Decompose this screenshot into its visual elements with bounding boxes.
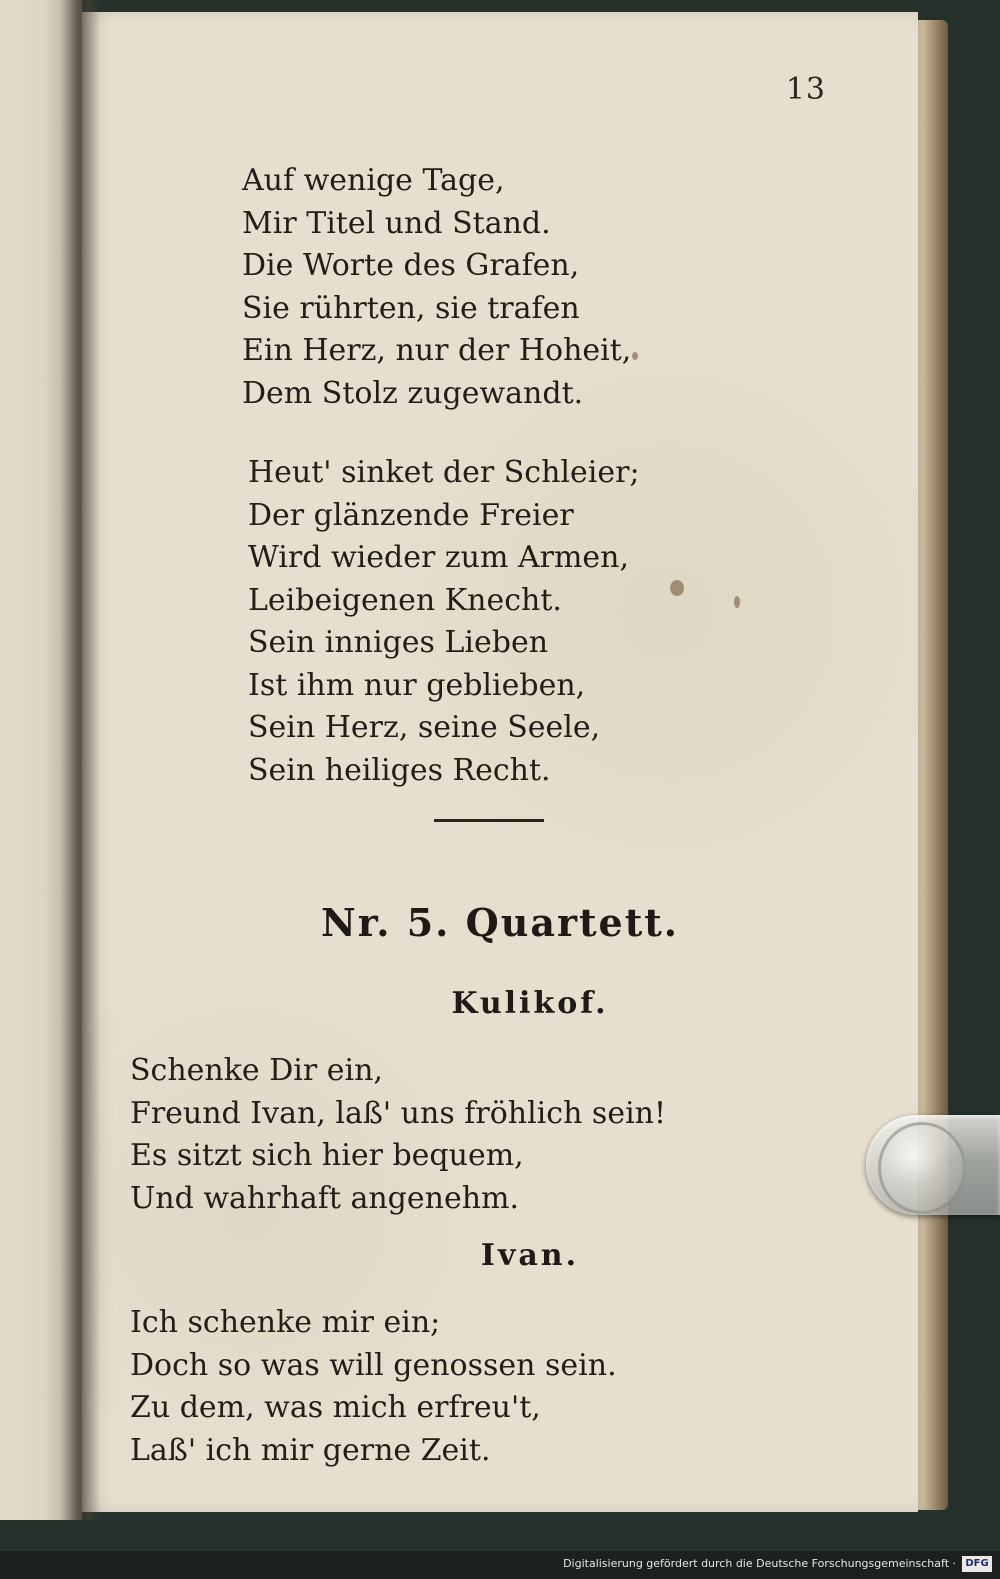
verse-line: Sein Herz, seine Seele,: [248, 710, 601, 745]
verse-line: Zu dem, was mich erfreu't,: [130, 1390, 541, 1425]
book-page: [82, 12, 918, 1512]
stanza: [130, 1302, 617, 1472]
book-gutter-shadow: [60, 0, 100, 1520]
verse-line: Auf wenige Tage,: [242, 163, 505, 198]
section-heading: Nr. 5. Quartett.: [320, 900, 680, 945]
verse-line: Die Worte des Grafen,: [242, 248, 580, 283]
stanza: [248, 452, 640, 792]
paper-stain: [632, 352, 638, 360]
page-number: 13: [785, 72, 826, 107]
paper-stain: [734, 596, 740, 608]
credit-text: Digitalisierung gefördert durch die Deutsche Forschungsgemeinschaft ·: [563, 1557, 956, 1570]
verse-line: Schenke Dir ein,: [130, 1053, 383, 1088]
verse-line: Der glänzende Freier: [248, 497, 574, 533]
speaker-name: Ivan.: [480, 1238, 580, 1273]
verse-line: Laß' ich mir gerne Zeit.: [130, 1432, 491, 1468]
verse-line: Leibeigenen Knecht.: [248, 582, 562, 618]
section-divider: [434, 819, 544, 822]
speaker-name: Kulikof.: [451, 986, 609, 1021]
verse-line: Sein inniges Lieben: [248, 625, 549, 660]
verse-line: Und wahrhaft angenehm.: [130, 1180, 520, 1216]
dfg-logo: DFG: [962, 1556, 992, 1572]
verse-line: Heut' sinket der Schleier;: [248, 455, 640, 490]
stanza: [130, 1050, 666, 1220]
page-weight-lens: [878, 1122, 966, 1214]
verse-line: Ist ihm nur geblieben,: [248, 667, 586, 703]
verse-line: Ich schenke mir ein;: [130, 1305, 441, 1340]
verse-line: Sie rührten, sie trafen: [242, 290, 580, 326]
verse-line: Doch so was will genossen sein.: [130, 1347, 617, 1383]
verse-line: Sein heiliges Recht.: [248, 752, 551, 788]
credit-bar: [0, 1551, 1000, 1579]
stanza: [242, 160, 631, 415]
paper-stain: [670, 580, 684, 596]
verse-line: Dem Stolz zugewandt.: [242, 375, 584, 411]
verse-line: Freund Ivan, laß' uns fröhlich sein!: [130, 1095, 667, 1131]
verse-line: Ein Herz, nur der Hoheit,: [242, 333, 632, 368]
verse-line: Es sitzt sich hier bequem,: [130, 1138, 524, 1173]
verse-line: Mir Titel und Stand.: [242, 205, 551, 241]
verse-line: Wird wieder zum Armen,: [248, 540, 630, 575]
